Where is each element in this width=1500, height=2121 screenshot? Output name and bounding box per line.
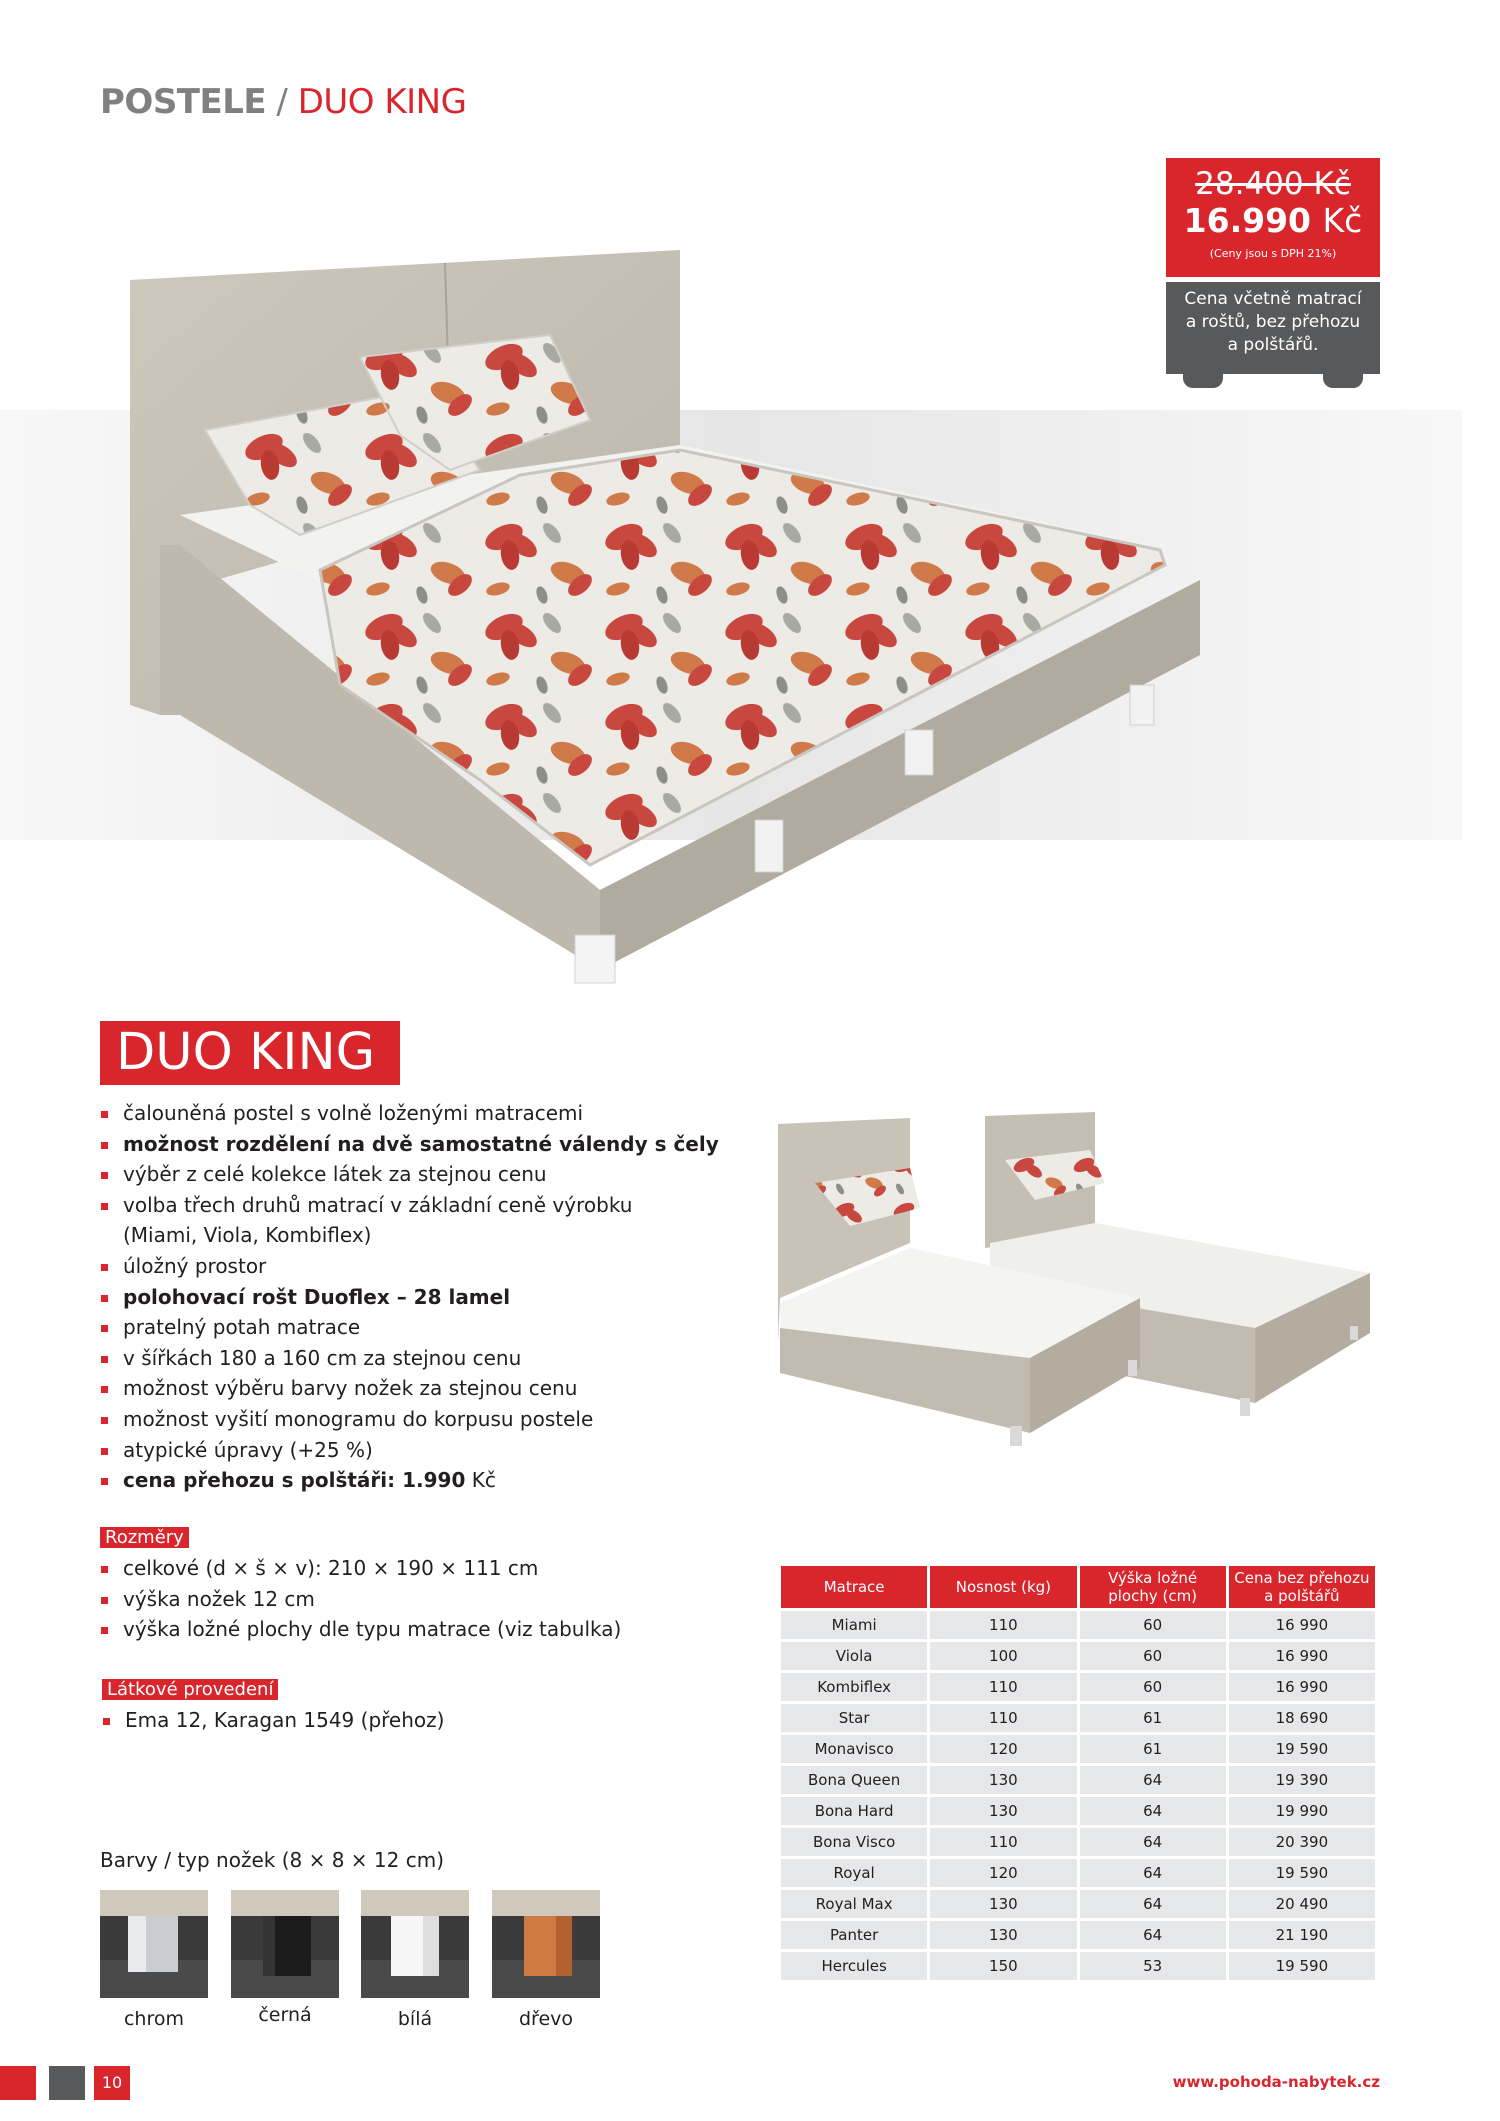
feature-item: polohovací rošt Duoflex – 28 lamel [100,1282,719,1313]
fabric-label: Látkové provedení [102,1679,278,1700]
header-product: DUO KING [297,82,467,122]
table-cell: Bona Hard [781,1797,927,1825]
table-cell: 64 [1080,1766,1226,1794]
table-cell: Hercules [781,1952,927,1980]
new-price-currency: Kč [1322,201,1363,240]
vat-note: (Ceny jsou s DPH 21%) [1209,247,1337,260]
column-header: Matrace [781,1566,927,1608]
new-price-amount: 16.990 [1183,201,1312,240]
features-list [100,1098,719,1496]
dimensions-list [100,1553,621,1645]
feature-item-continuation: (Miami, Viola, Kombiflex) [123,1223,372,1248]
leg-label-cerna: černá [258,2004,312,2026]
table-cell: 110 [930,1673,1076,1701]
leg-swatch-bila [361,1890,469,1998]
leg-drevo-image [492,1890,600,1998]
feature-item: pratelný potah matrace [100,1312,719,1343]
dimension-item: výška nožek 12 cm [100,1584,621,1615]
leg-label-drevo: dřevo [518,2008,573,2030]
feature-item: výběr z celé kolekce látek za stejnou cenu [100,1159,719,1190]
table-cell: Panter [781,1921,927,1949]
table-cell: Monavisco [781,1735,927,1763]
table-row [781,1704,1375,1732]
feature-item: v šířkách 180 a 160 cm za stejnou cenu [100,1343,719,1374]
table-row [781,1952,1375,1980]
header-separator: / [266,82,298,122]
table-cell: 18 690 [1229,1704,1375,1732]
table-cell: 19 590 [1229,1859,1375,1887]
table-cell: Kombiflex [781,1673,927,1701]
column-header: Výška ložné plochy (cm) [1080,1566,1226,1608]
throw-price-label: cena přehozu s polštáři: 1.990 [123,1468,466,1493]
table-row [781,1859,1375,1887]
feature-item: možnost rozdělení na dvě samostatné válendy s čely [100,1129,719,1160]
table-cell: 60 [1080,1642,1226,1670]
leg-label-chrom: chrom [123,2008,184,2030]
table-cell: Star [781,1704,927,1732]
table-row [781,1611,1375,1639]
table-cell: 100 [930,1642,1076,1670]
feature-item: možnost vyšití monogramu do korpusu postele [100,1404,719,1435]
leg-bila-image [361,1890,469,1998]
footer-red-square [0,2066,36,2100]
table-cell: Bona Visco [781,1828,927,1856]
table-cell: 16 990 [1229,1611,1375,1639]
footer-gray-square [49,2066,85,2100]
table-cell: Miami [781,1611,927,1639]
product-title: DUO KING [100,1021,400,1085]
leg-label-bila: bílá [397,2008,433,2030]
table-cell: Viola [781,1642,927,1670]
leg-cerna-image [231,1890,339,1998]
table-cell: 61 [1080,1704,1226,1732]
fabric-section [102,1678,444,1736]
feature-item [100,1465,719,1496]
table-cell: 64 [1080,1828,1226,1856]
table-cell: 110 [930,1828,1076,1856]
table-cell: 120 [930,1735,1076,1763]
feature-item: čalouněná postel s volně loženými matracemi [100,1098,719,1129]
dimensions-label: Rozměry [100,1527,189,1548]
price-includes-note: Cena včetně matrací a roštů, bez přehozu a polštářů. [1184,289,1362,355]
mattress-table [778,1563,1378,1983]
page-number: 10 [94,2066,130,2100]
table-cell: 130 [930,1797,1076,1825]
old-price: 28.400 Kč [1195,166,1351,202]
feature-item: možnost výběru barvy nožek za stejnou cenu [100,1373,719,1404]
split-beds-image [770,1108,1390,1448]
table-cell: 130 [930,1890,1076,1918]
leg-swatch-drevo [492,1890,600,1998]
dimension-item: výška ložné plochy dle typu matrace (viz tabulka) [100,1614,621,1645]
table-cell: 60 [1080,1673,1226,1701]
fabric-list [102,1705,444,1736]
table-row [781,1890,1375,1918]
table-cell: 19 590 [1229,1952,1375,1980]
table-cell: 120 [930,1859,1076,1887]
price-includes-box [1166,282,1380,374]
table-body [781,1611,1375,1980]
feature-item: atypické úpravy (+25 %) [100,1435,719,1466]
price-box-foot-right [1323,374,1363,388]
feature-item: volba třech druhů matrací v základní ceně výrobku [100,1190,719,1221]
table-row [781,1797,1375,1825]
price-box [1166,158,1380,277]
fabric-item: Ema 12, Karagan 1549 (přehoz) [102,1705,444,1736]
table-cell: 130 [930,1766,1076,1794]
table-cell: 150 [930,1952,1076,1980]
table-cell: Royal [781,1859,927,1887]
table-cell: 130 [930,1921,1076,1949]
table-cell: 60 [1080,1611,1226,1639]
table-row [781,1921,1375,1949]
table-row [781,1735,1375,1763]
table-cell: 16 990 [1229,1642,1375,1670]
table-cell: 64 [1080,1890,1226,1918]
new-price [1166,202,1380,240]
table-cell: 64 [1080,1797,1226,1825]
website-link[interactable]: www.pohoda-nabytek.cz [1172,2073,1380,2091]
table-cell: 16 990 [1229,1673,1375,1701]
table-cell: 110 [930,1704,1076,1732]
table-cell: 53 [1080,1952,1226,1980]
table-row [781,1766,1375,1794]
dimensions-section [100,1526,621,1645]
table-cell: Bona Queen [781,1766,927,1794]
table-cell: 64 [1080,1921,1226,1949]
header-category: POSTELE [100,82,267,122]
feature-item: úložný prostor [100,1251,719,1282]
page-header [100,82,466,122]
table-cell: 61 [1080,1735,1226,1763]
table-cell: 20 490 [1229,1890,1375,1918]
table-row [781,1673,1375,1701]
table-cell: 20 390 [1229,1828,1375,1856]
price-box-foot-left [1183,374,1223,388]
dimension-item: celkové (d × š × v): 210 × 190 × 111 cm [100,1553,621,1584]
table-row [781,1828,1375,1856]
throw-price-currency: Kč [471,1468,496,1493]
column-header: Cena bez přehozu a polštářů [1229,1566,1375,1608]
legs-title: Barvy / typ nožek (8 × 8 × 12 cm) [100,1848,444,1872]
table-cell: 64 [1080,1859,1226,1887]
table-cell: Royal Max [781,1890,927,1918]
leg-swatch-cerna [231,1890,339,1998]
table-cell: 21 190 [1229,1921,1375,1949]
table-row [781,1642,1375,1670]
table-header-row [781,1566,1375,1608]
table-cell: 19 390 [1229,1766,1375,1794]
table-cell: 19 990 [1229,1797,1375,1825]
table-cell: 19 590 [1229,1735,1375,1763]
leg-swatch-chrom [100,1890,208,1998]
column-header: Nosnost (kg) [930,1566,1076,1608]
table-cell: 110 [930,1611,1076,1639]
leg-chrom-image [100,1890,208,1998]
